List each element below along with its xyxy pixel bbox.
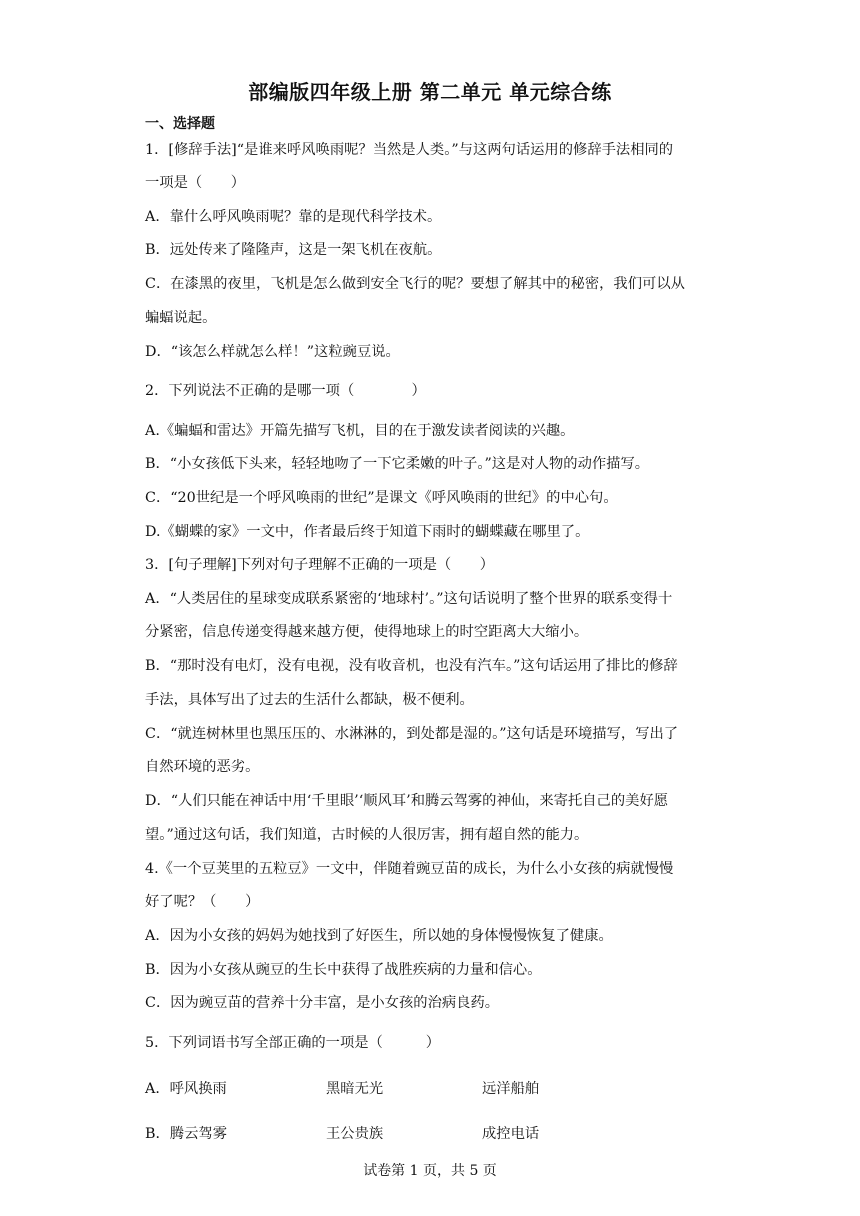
question-3-option-c: C．“就连树林里也黑压压的、水淋淋的，到处都是湿的。”这句话是环境描写，写出了 [145, 726, 679, 742]
question-3-option-d-cont: 望。”通过这句话，我们知道，古时候的人很厉害，拥有超自然的能力。 [145, 827, 589, 843]
question-2-option-a: A.《蝙蝠和雷达》开篇先描写飞机，目的在于激发读者阅读的兴趣。 [145, 423, 575, 439]
question-5-option-b-word-2: 王公贵族 [326, 1126, 384, 1142]
question-4-option-b: B．因为小女孩从豌豆的生长中获得了战胜疾病的力量和信心。 [145, 962, 542, 978]
page-footer: 试卷第 1 页，共 5 页 [363, 1163, 497, 1179]
question-5-line-1: 5．下列词语书写全部正确的一项是（ ） [145, 1035, 441, 1051]
question-3-option-c-cont: 自然环境的恶劣。 [145, 759, 260, 775]
question-4-option-a: A．因为小女孩的妈妈为她找到了好医生，所以她的身体慢慢恢复了健康。 [145, 928, 613, 944]
section-heading: 一、选择题 [145, 116, 215, 132]
question-4-line-2: 好了呢？（ ） [145, 894, 260, 910]
question-1-option-d: D．“该怎么样就怎么样！”这粒豌豆说。 [145, 344, 400, 360]
question-3-option-a-cont: 分紧密，信息传递变得越来越方便，使得地球上的时空距离大大缩小。 [145, 624, 589, 640]
question-2-option-b: B．“小女孩低下头来，轻轻地吻了一下它柔嫩的叶子。”这是对人物的动作描写。 [145, 456, 650, 472]
question-4-line-1: 4.《一个豆荚里的五粒豆》一文中，伴随着豌豆苗的成长，为什么小女孩的病就慢慢 [145, 861, 674, 877]
question-2-line-1: 2．下列说法不正确的是哪一项（ ） [145, 383, 426, 399]
question-4-option-c: C．因为豌豆苗的营养十分丰富，是小女孩的治病良药。 [145, 995, 500, 1011]
question-5-option-a-word-1: A．呼风换雨 [145, 1081, 227, 1097]
question-3-option-d: D．“人们只能在神话中用‘千里眼’‘顺风耳’和腾云驾雾的神仙，来寄托自己的美好愿 [145, 793, 669, 809]
question-5-option-b-word-1: B．腾云驾雾 [145, 1126, 227, 1142]
question-2-option-d: D.《蝴蝶的家》一文中，作者最后终于知道下雨时的蝴蝶藏在哪里了。 [145, 524, 590, 540]
question-3-option-a: A．“人类居住的星球变成联系紧密的‘地球村’。”这句话说明了整个世界的联系变得十 [145, 591, 673, 607]
question-1-line-2: 一项是（ ） [145, 175, 246, 191]
question-1-line-1: 1．[修辞手法]“是谁来呼风唤雨呢？当然是人类。”与这两句话运用的修辞手法相同的 [145, 142, 674, 158]
page-title: 部编版四年级上册 第二单元 单元综合练 [248, 80, 612, 104]
question-5-option-a-word-2: 黑暗无光 [326, 1081, 384, 1097]
question-3-option-b: B．“那时没有电灯，没有电视，没有收音机，也没有汽车。”这句话运用了排比的修辞 [145, 658, 678, 674]
question-2-option-c: C．“20世纪是一个呼风唤雨的世纪”是课文《呼风唤雨的世纪》的中心句。 [145, 490, 618, 506]
question-5-option-a-word-3: 远洋船舶 [482, 1081, 540, 1097]
question-1-option-c: C．在漆黑的夜里，飞机是怎么做到安全飞行的呢？要想了解其中的秘密，我们可以从 [145, 276, 685, 292]
question-3-option-b-cont: 手法，具体写出了过去的生活什么都缺，极不便利。 [145, 692, 474, 708]
question-3-line-1: 3．[句子理解]下列对句子理解不正确的一项是（ ） [145, 557, 495, 573]
question-1-option-b: B．远处传来了隆隆声，这是一架飞机在夜航。 [145, 242, 442, 258]
question-5-option-b-word-3: 成控电话 [482, 1126, 540, 1142]
question-1-option-c-cont: 蝙蝠说起。 [145, 310, 217, 326]
question-1-option-a: A．靠什么呼风唤雨呢？靠的是现代科学技术。 [145, 209, 442, 225]
